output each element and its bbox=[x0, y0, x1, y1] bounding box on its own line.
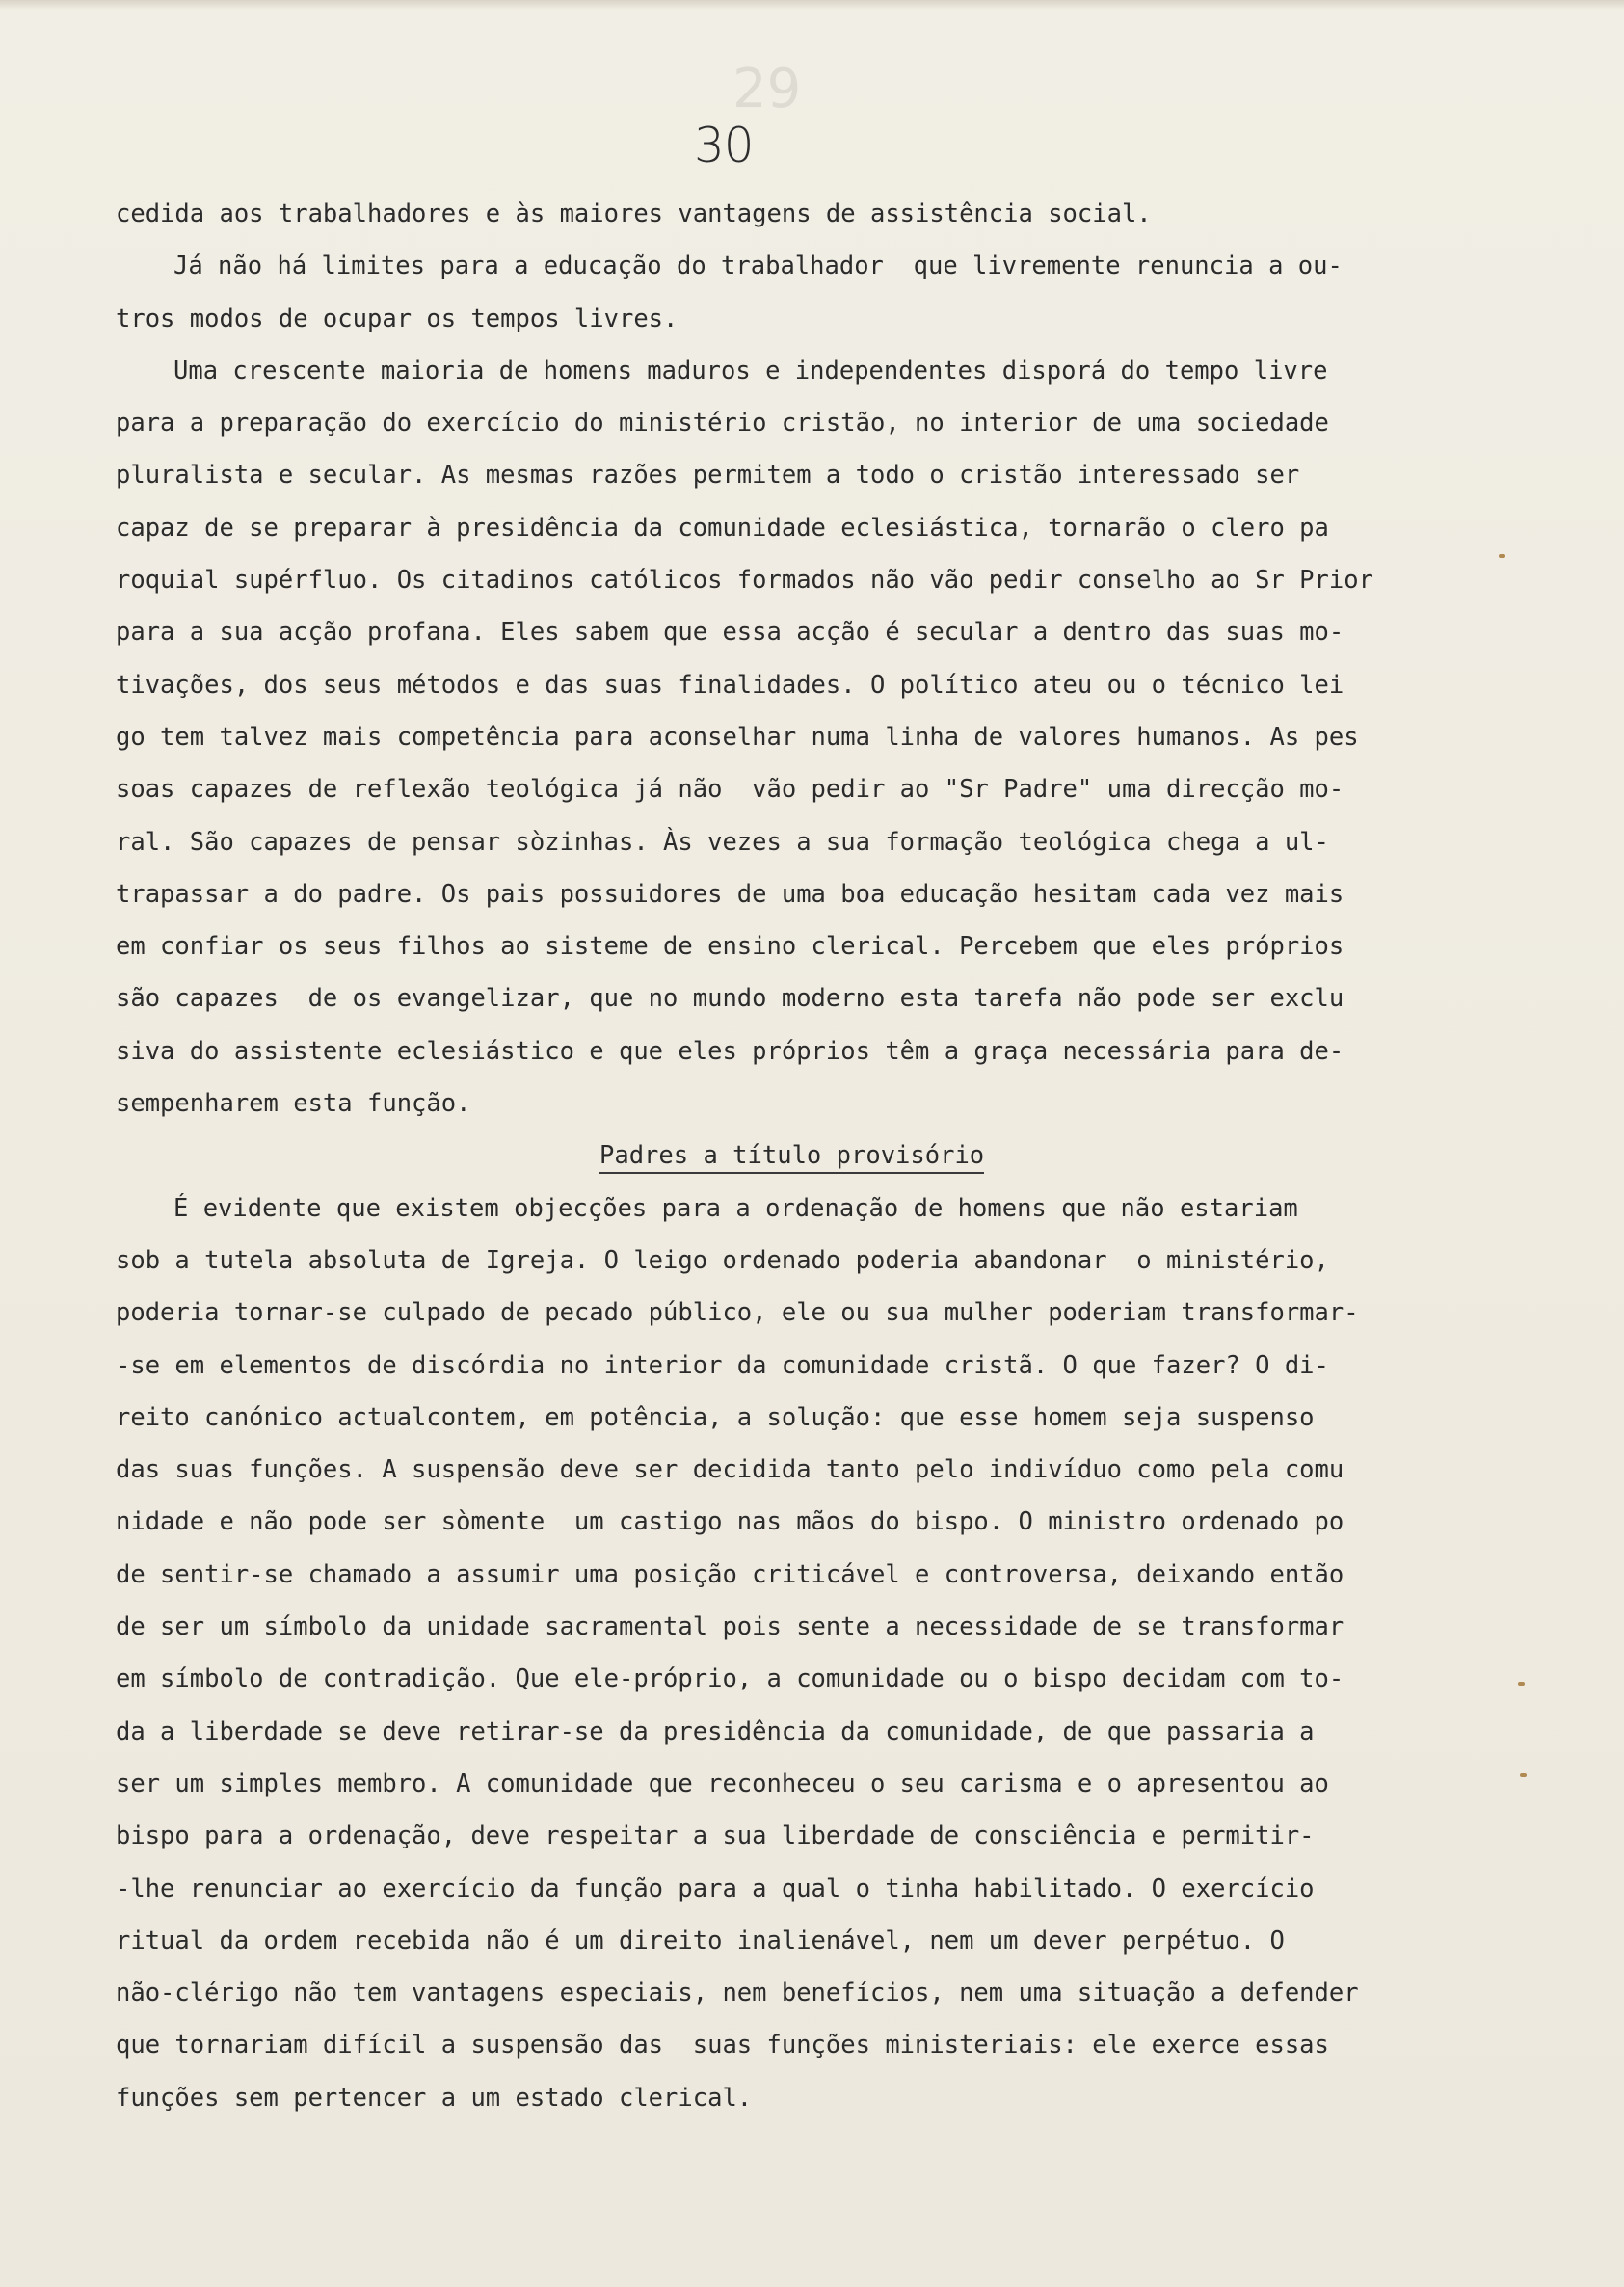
text-line: da a liberdade se deve retirar-se da presidência da comunidade, de que passaria a bbox=[116, 1716, 1315, 1746]
text-line: tivações, dos seus métodos e das suas finalidades. O político ateu ou o técnico lei bbox=[116, 670, 1344, 700]
text-line: em símbolo de contradição. Que ele-próprio, a comunidade ou o bispo decidam com to- bbox=[116, 1664, 1344, 1694]
paper-speck bbox=[1520, 1773, 1527, 1777]
text-line: trapassar a do padre. Os pais possuidores de uma boa educação hesitam cada vez mais bbox=[116, 879, 1344, 909]
text-line: para a sua acção profana. Eles sabem que essa acção é secular a dentro das suas mo- bbox=[116, 618, 1344, 648]
text-line: sempenharem esta função. bbox=[116, 1089, 471, 1119]
text-line: cedida aos trabalhadores e às maiores vantagens de assistência social. bbox=[116, 199, 1152, 228]
text-line: ser um simples membro. A comunidade que reconheceu o seu carisma e o apresentou ao bbox=[116, 1768, 1329, 1798]
text-line: Uma crescente maioria de homens maduros e independentes disporá do tempo livre bbox=[173, 356, 1328, 386]
text-line: não-clérigo não tem vantagens especiais, nem benefícios, nem uma situação a defender bbox=[116, 1979, 1359, 2008]
text-line: nidade e não pode ser sòmente um castigo nas mãos do bispo. O ministro ordenado po bbox=[116, 1507, 1344, 1537]
text-line: ritual da ordem recebida não é um direito inalienável, nem um dever perpétuo. O bbox=[116, 1926, 1285, 1955]
text-line: em confiar os seus filhos ao sisteme de ensino clerical. Percebem que eles próprios bbox=[116, 932, 1344, 962]
text-line: ral. São capazes de pensar sòzinhas. Às vezes a sua formação teológica chega a ul- bbox=[116, 827, 1329, 857]
text-line: go tem talvez mais competência para aconselhar numa linha de valores humanos. As pes bbox=[116, 722, 1359, 752]
text-line: de ser um símbolo da unidade sacramental pois sente a necessidade de se transformar bbox=[116, 1612, 1344, 1642]
text-line: tros modos de ocupar os tempos livres. bbox=[116, 304, 679, 333]
text-line: sob a tutela absoluta de Igreja. O leigo ordenado poderia abandonar o ministério, bbox=[116, 1245, 1329, 1275]
text-line: -se em elementos de discórdia no interior da comunidade cristã. O que fazer? O di- bbox=[116, 1350, 1329, 1380]
section-heading-text: Padres a título provisório bbox=[599, 1141, 984, 1174]
body-text bbox=[116, 188, 1426, 2124]
paper-speck bbox=[1499, 554, 1505, 558]
text-line: de sentir-se chamado a assumir uma posição criticável e controversa, deixando então bbox=[116, 1559, 1344, 1589]
bleed-through-page-number: 29 bbox=[732, 58, 802, 120]
page-number: 30 bbox=[694, 118, 754, 173]
text-line: são capazes de os evangelizar, que no mundo moderno esta tarefa não pode ser exclu bbox=[116, 984, 1344, 1014]
text-line: das suas funções. A suspensão deve ser decidida tanto pelo indivíduo como pela comu bbox=[116, 1455, 1344, 1485]
text-line: poderia tornar-se culpado de pecado público, ele ou sua mulher poderiam transformar- bbox=[116, 1298, 1359, 1328]
text-line: siva do assistente eclesiástico e que eles próprios têm a graça necessária para de- bbox=[116, 1036, 1344, 1066]
text-line: reito canónico actualcontem, em potência, a solução: que esse homem seja suspenso bbox=[116, 1402, 1315, 1432]
paper-top-edge bbox=[0, 0, 1624, 10]
paper-speck bbox=[1518, 1682, 1525, 1686]
text-line: É evidente que existem objecções para a ordenação de homens que não estariam bbox=[173, 1193, 1298, 1223]
text-line: roquial supérfluo. Os citadinos católicos formados não vão pedir conselho ao Sr Prior bbox=[116, 566, 1373, 596]
text-line: -lhe renunciar ao exercício da função para a qual o tinha habilitado. O exercício bbox=[116, 1874, 1315, 1903]
text-line: que tornariam difícil a suspensão das suas funções ministeriais: ele exerce essas bbox=[116, 2031, 1329, 2061]
text-line: Já não há limites para a educação do trabalhador que livremente renuncia a ou- bbox=[173, 252, 1343, 281]
text-line: pluralista e secular. As mesmas razões permitem a todo o cristão interessado ser bbox=[116, 461, 1300, 491]
text-line: funções sem pertencer a um estado clerical. bbox=[116, 2083, 753, 2113]
text-line: bispo para a ordenação, deve respeitar a sua liberdade de consciência e permitir- bbox=[116, 1822, 1315, 1851]
section-heading bbox=[116, 1130, 1426, 1182]
text-line: para a preparação do exercício do ministério cristão, no interior de uma sociedade bbox=[116, 409, 1329, 439]
text-line: capaz de se preparar à presidência da comunidade eclesiástica, tornarão o clero pa bbox=[116, 513, 1329, 543]
text-line: soas capazes de reflexão teológica já não vão pedir ao "Sr Padre" uma direcção mo- bbox=[116, 775, 1344, 805]
